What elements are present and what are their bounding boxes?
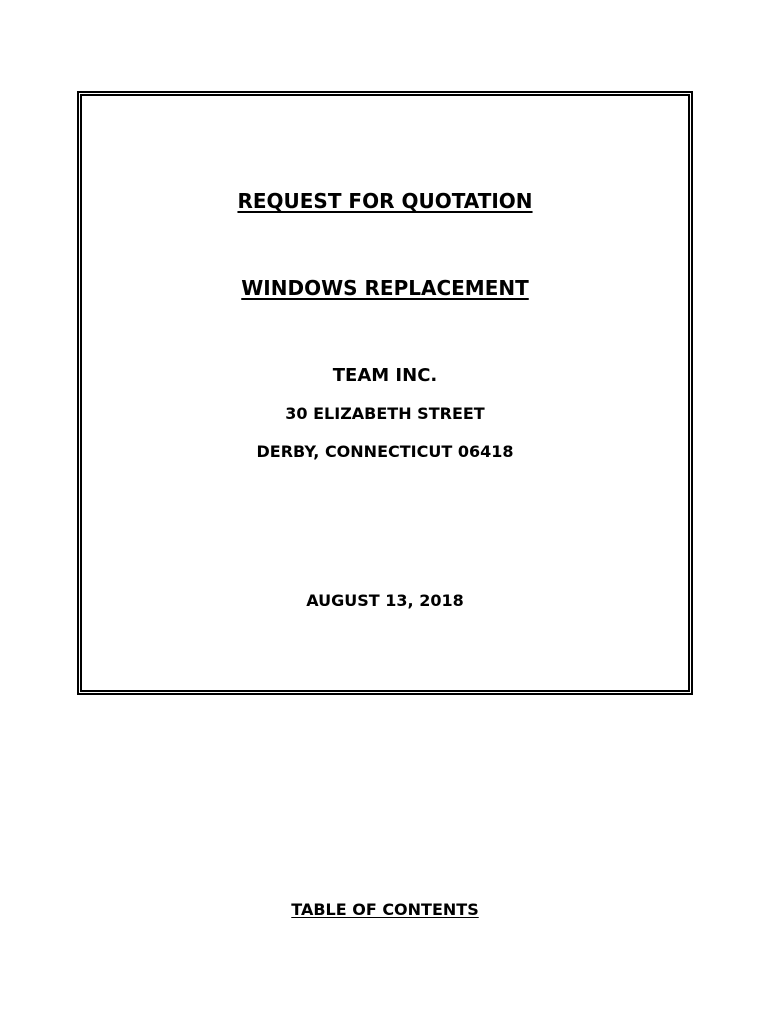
company-name: TEAM INC.: [332, 365, 438, 386]
table-of-contents-heading: TABLE OF CONTENTS: [291, 900, 479, 919]
project-title: WINDOWS REPLACEMENT: [241, 276, 529, 300]
company-city: DERBY, CONNECTICUT 06418: [256, 442, 514, 461]
document-title: REQUEST FOR QUOTATION: [237, 189, 533, 213]
company-street: 30 ELIZABETH STREET: [285, 404, 485, 423]
document-date: AUGUST 13, 2018: [306, 591, 464, 610]
